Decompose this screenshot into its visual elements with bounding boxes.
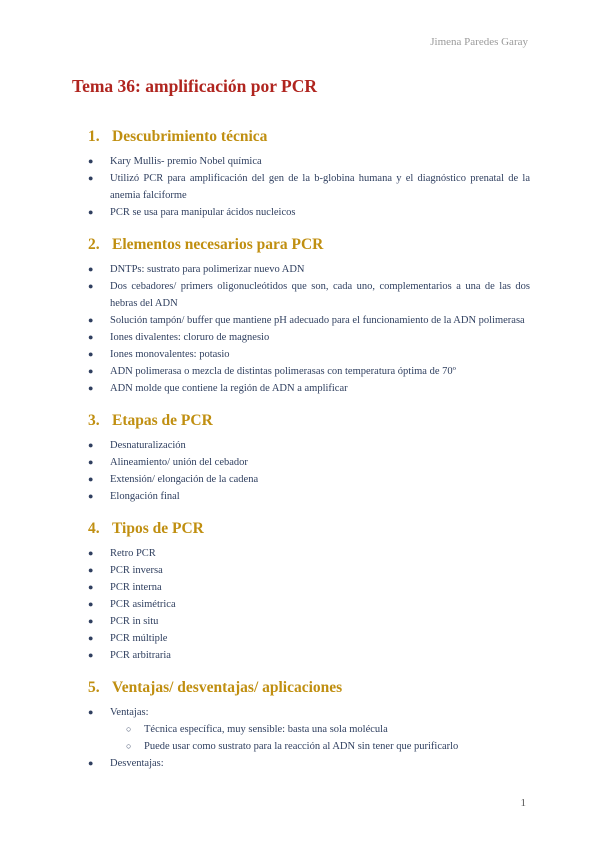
section-heading-text: Etapas de PCR	[112, 412, 213, 429]
list-item	[72, 312, 530, 329]
list-item-text: Elongación final	[110, 491, 180, 502]
bullet-list	[72, 261, 530, 397]
list-item-text: Dos cebadores/ primers oligonucleótidos que son, cada uno, complementarios a una de las dos hebras del ADN	[110, 281, 530, 309]
bullet-circle-icon: ○	[126, 724, 132, 734]
bullet-dot-icon: ●	[88, 474, 94, 484]
bullet-dot-icon: ●	[88, 616, 94, 626]
section-heading	[72, 127, 530, 147]
list-item	[72, 488, 530, 505]
list-item-text: Iones divalentes: cloruro de magnesio	[110, 332, 270, 343]
document-body	[72, 76, 530, 786]
document-title: Tema 36: amplificación por PCR	[72, 76, 317, 96]
bullet-list	[72, 545, 530, 664]
list-item	[72, 346, 530, 363]
bullet-dot-icon: ●	[88, 565, 94, 575]
list-item-text: PCR se usa para manipular ácidos nucleicos	[110, 207, 296, 218]
bullet-dot-icon: ●	[88, 156, 94, 166]
bullet-dot-icon: ●	[88, 264, 94, 274]
list-item	[72, 437, 530, 454]
list-item	[72, 704, 530, 721]
section-number: 4.	[88, 520, 100, 537]
section-heading	[72, 519, 530, 539]
list-item	[72, 562, 530, 579]
bullet-dot-icon: ●	[88, 281, 94, 291]
sub-bullet-list	[72, 721, 530, 755]
bullet-dot-icon: ●	[88, 650, 94, 660]
section-4	[72, 519, 530, 664]
section-heading	[72, 235, 530, 255]
list-item	[72, 380, 530, 397]
list-item-text: PCR in situ	[110, 616, 159, 627]
list-item-text: DNTPs: sustrato para polimerizar nuevo ADN	[110, 264, 305, 275]
list-item-text: Utilizó PCR para amplificación del gen de la b-globina humana y el diagnóstico prenatal de la anemia falciforme	[110, 173, 530, 201]
list-item-text: PCR asimétrica	[110, 599, 176, 610]
section-heading-text: Tipos de PCR	[112, 520, 204, 537]
list-item	[72, 647, 530, 664]
sub-list-item-text: Puede usar como sustrato para la reacción al ADN sin tener que purificarlo	[144, 741, 459, 752]
section-heading	[72, 411, 530, 431]
bullet-dot-icon: ●	[88, 582, 94, 592]
sub-list-item	[72, 738, 530, 755]
section-number: 3.	[88, 412, 100, 429]
list-item	[72, 471, 530, 488]
section-number: 1.	[88, 128, 100, 145]
bullet-list	[72, 153, 530, 221]
list-item	[72, 596, 530, 613]
section-number: 5.	[88, 679, 100, 696]
list-item-text: Desnaturalización	[110, 440, 186, 451]
list-item	[72, 204, 530, 221]
page-number: 1	[520, 797, 526, 809]
bullet-dot-icon: ●	[88, 383, 94, 393]
list-item-text: Iones monovalentes: potasio	[110, 349, 230, 360]
list-item-text: Ventajas:	[110, 707, 149, 718]
list-item	[72, 630, 530, 647]
sections-container	[72, 127, 530, 772]
list-item	[72, 579, 530, 596]
list-item-text: Alineamiento/ unión del cebador	[110, 457, 248, 468]
section-number: 2.	[88, 236, 100, 253]
bullet-dot-icon: ●	[88, 707, 94, 717]
bullet-dot-icon: ●	[88, 173, 94, 183]
bullet-dot-icon: ●	[88, 315, 94, 325]
list-item	[72, 755, 530, 772]
section-3	[72, 411, 530, 505]
sub-list-item	[72, 721, 530, 738]
section-heading-text: Descubrimiento técnica	[112, 128, 268, 145]
section-heading-text: Ventajas/ desventajas/ aplicaciones	[112, 679, 343, 696]
page-header-author: Jimena Paredes Garay	[430, 36, 528, 48]
bullet-dot-icon: ●	[88, 457, 94, 467]
list-item	[72, 545, 530, 562]
list-item	[72, 454, 530, 471]
bullet-list	[72, 704, 530, 772]
bullet-dot-icon: ●	[88, 758, 94, 768]
section-heading	[72, 678, 530, 698]
list-item-text: Desventajas:	[110, 758, 164, 769]
list-item-text: PCR inversa	[110, 565, 163, 576]
list-item	[72, 278, 530, 312]
section-5	[72, 678, 530, 772]
list-item-text: Extensión/ elongación de la cadena	[110, 474, 259, 485]
bullet-dot-icon: ●	[88, 332, 94, 342]
bullet-dot-icon: ●	[88, 491, 94, 501]
bullet-dot-icon: ●	[88, 440, 94, 450]
list-item	[72, 153, 530, 170]
bullet-dot-icon: ●	[88, 548, 94, 558]
section-heading-text: Elementos necesarios para PCR	[112, 236, 324, 253]
bullet-list	[72, 437, 530, 505]
list-item-text: Solución tampón/ buffer que mantiene pH adecuado para el funcionamiento de la ADN polimerasa	[110, 315, 525, 326]
section-2	[72, 235, 530, 397]
section-1	[72, 127, 530, 221]
list-item	[72, 329, 530, 346]
list-item	[72, 261, 530, 278]
bullet-dot-icon: ●	[88, 599, 94, 609]
list-item-text: PCR interna	[110, 582, 162, 593]
bullet-dot-icon: ●	[88, 207, 94, 217]
bullet-dot-icon: ●	[88, 366, 94, 376]
list-item	[72, 363, 530, 380]
bullet-dot-icon: ●	[88, 349, 94, 359]
list-item-text: ADN molde que contiene la región de ADN a amplificar	[110, 383, 348, 394]
list-item-text: ADN polimerasa o mezcla de distintas polimerasas con temperatura óptima de 70º	[110, 366, 456, 377]
list-item	[72, 170, 530, 204]
list-item	[72, 613, 530, 630]
list-item-text: PCR arbitraria	[110, 650, 171, 661]
list-item-text: Retro PCR	[110, 548, 156, 559]
sub-list-item-text: Técnica específica, muy sensible: basta una sola molécula	[144, 724, 388, 735]
list-item-text: PCR múltiple	[110, 633, 168, 644]
bullet-circle-icon: ○	[126, 741, 132, 751]
bullet-dot-icon: ●	[88, 633, 94, 643]
list-item-text: Kary Mullis- premio Nobel química	[110, 156, 262, 167]
